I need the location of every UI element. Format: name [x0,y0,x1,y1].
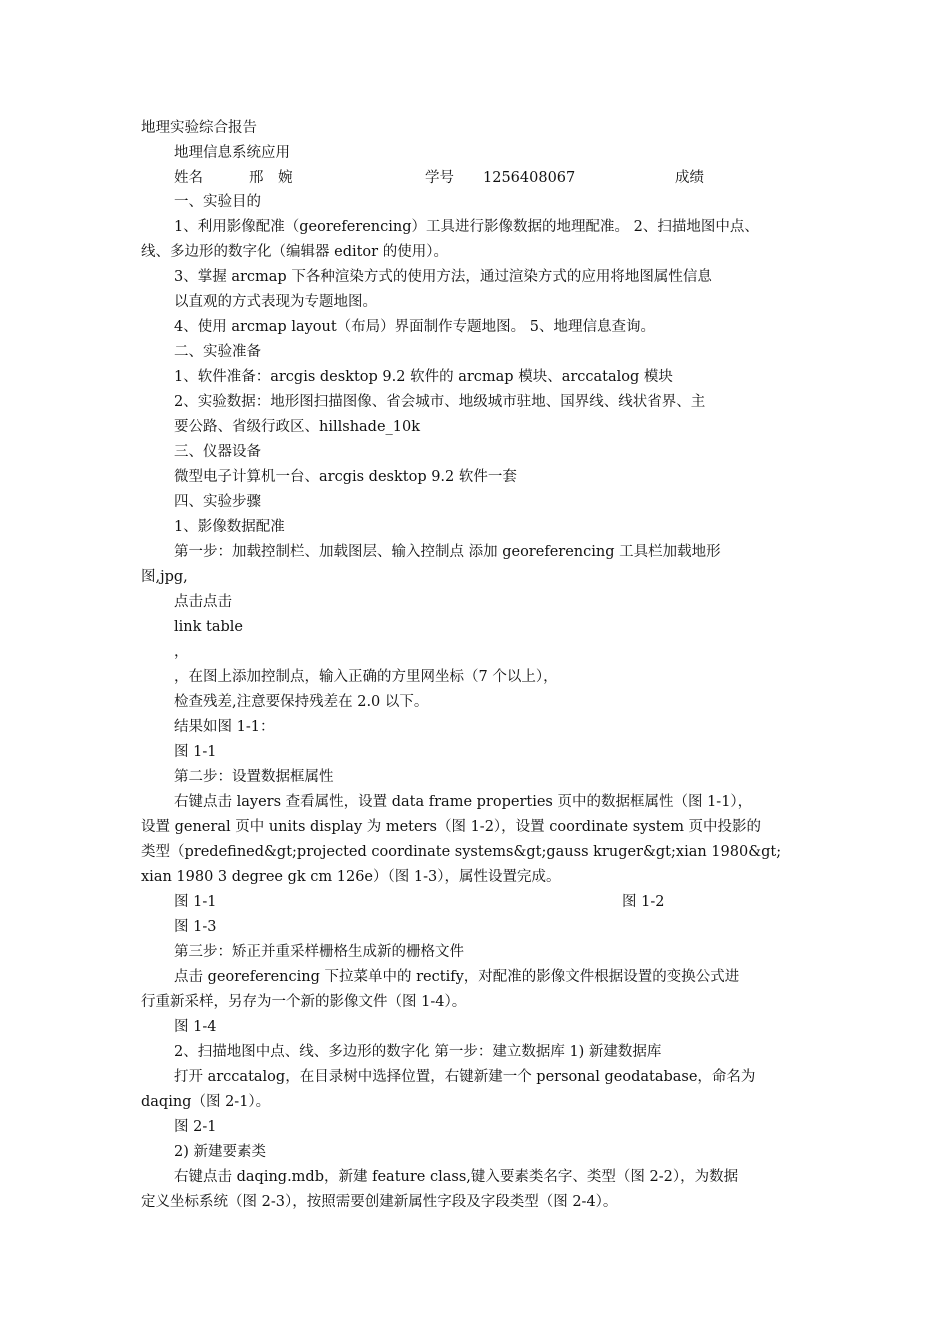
name-label: 姓名 [174,170,203,186]
text-line: ，在图上添加控制点，输入正确的方里网坐标（7 个以上）， [174,669,558,685]
grade-label: 成绩 [675,170,704,186]
id-value: 1256408067 [483,170,576,186]
figure-caption: 图 1-2 [622,894,665,910]
figure-caption: 图 1-4 [174,1019,217,1035]
subsection-heading: 2、扫描地图中点、线、多边形的数字化 第一步：建立数据库 1) 新建数据库 [174,1044,662,1060]
text-line: ， [174,644,189,660]
name-value: 邢 婉 [249,170,293,186]
text-line: 打开 arccatalog，在目录树中选择位置，右键新建一个 personal geodatabase，命名为 [174,1069,756,1085]
text-line: 图,jpg, [141,569,188,585]
id-label: 学号 [425,170,454,186]
text-line: 3、掌握 arcmap 下各种渲染方式的使用方法，通过渲染方式的应用将地图属性信息 [174,269,712,285]
text-line: daqing（图 2-1）。 [141,1094,271,1110]
figure-caption: 图 2-1 [174,1119,217,1135]
text-line: 要公路、省级行政区、hillshade_10k [174,419,421,435]
text-line: 结果如图 1-1： [174,719,275,735]
text-line: 设置 general 页中 units display 为 meters（图 1-2），设置 coordinate system 页中投影的 [141,819,762,835]
section-heading: 四、实验步骤 [174,494,261,510]
section-heading: 一、实验目的 [174,194,261,210]
course-name: 地理信息系统应用 [174,145,290,161]
text-line: 1、软件准备：arcgis desktop 9.2 软件的 arcmap 模块、arccatalog 模块 [174,369,673,385]
text-line: 行重新采样，另存为一个新的影像文件（图 1-4）。 [141,994,467,1010]
text-line: 右键点击 layers 查看属性，设置 data frame properties 页中的数据框属性（图 1-1）， [174,794,753,810]
figure-caption: 图 1-1 [174,744,217,760]
text-line: 点击 georeferencing 下拉菜单中的 rectify，对配准的影像文件根据设置的变换公式进 [174,969,740,985]
text-line: 检查残差,注意要保持残差在 2.0 以下。 [174,694,429,710]
text-line: 2、实验数据：地形图扫描图像、省会城市、地级城市驻地、国界线、线状省界、主 [174,394,706,410]
section-heading: 二、实验准备 [174,344,261,360]
text-line: 定义坐标系统（图 2-3），按照需要创建新属性字段及字段类型（图 2-4）。 [141,1194,618,1210]
text-line: 线、多边形的数字化（编辑器 editor 的使用）。 [141,244,448,260]
report-title: 地理实验综合报告 [141,120,257,136]
figure-caption: 图 1-1 [174,894,217,910]
subsection-heading: 1、影像数据配准 [174,519,285,535]
text-line: 类型（predefined&gt;projected coordinate systems&gt;gauss kruger&gt;xian 1980&gt; [141,844,782,860]
section-heading: 三、仪器设备 [174,444,261,460]
text-line: 微型电子计算机一台、arcgis desktop 9.2 软件一套 [174,469,517,485]
text-line: 第一步：加载控制栏、加载图层、输入控制点 添加 georeferencing 工具栏加载地形 [174,544,721,560]
step-heading: 第三步：矫正并重采样栅格生成新的栅格文件 [174,944,464,960]
text-line: 4、使用 arcmap layout（布局）界面制作专题地图。 5、地理信息查询。 [174,319,656,335]
text-line: 点击点击 [174,594,232,610]
step-heading: 2) 新建要素类 [174,1144,266,1160]
text-line: 以直观的方式表现为专题地图。 [174,294,377,310]
text-line: xian 1980 3 degree gk cm 126e）（图 1-3），属性设置完成。 [141,869,561,885]
figure-caption: 图 1-3 [174,919,217,935]
text-line: 1、利用影像配准（georeferencing）工具进行影像数据的地理配准。 2、扫描地图中点、 [174,219,759,235]
text-line: link table [174,619,243,635]
step-heading: 第二步：设置数据框属性 [174,769,334,785]
text-line: 右键点击 daqing.mdb，新建 feature class,键入要素类名字、类型（图 2-2），为数据 [174,1169,739,1185]
